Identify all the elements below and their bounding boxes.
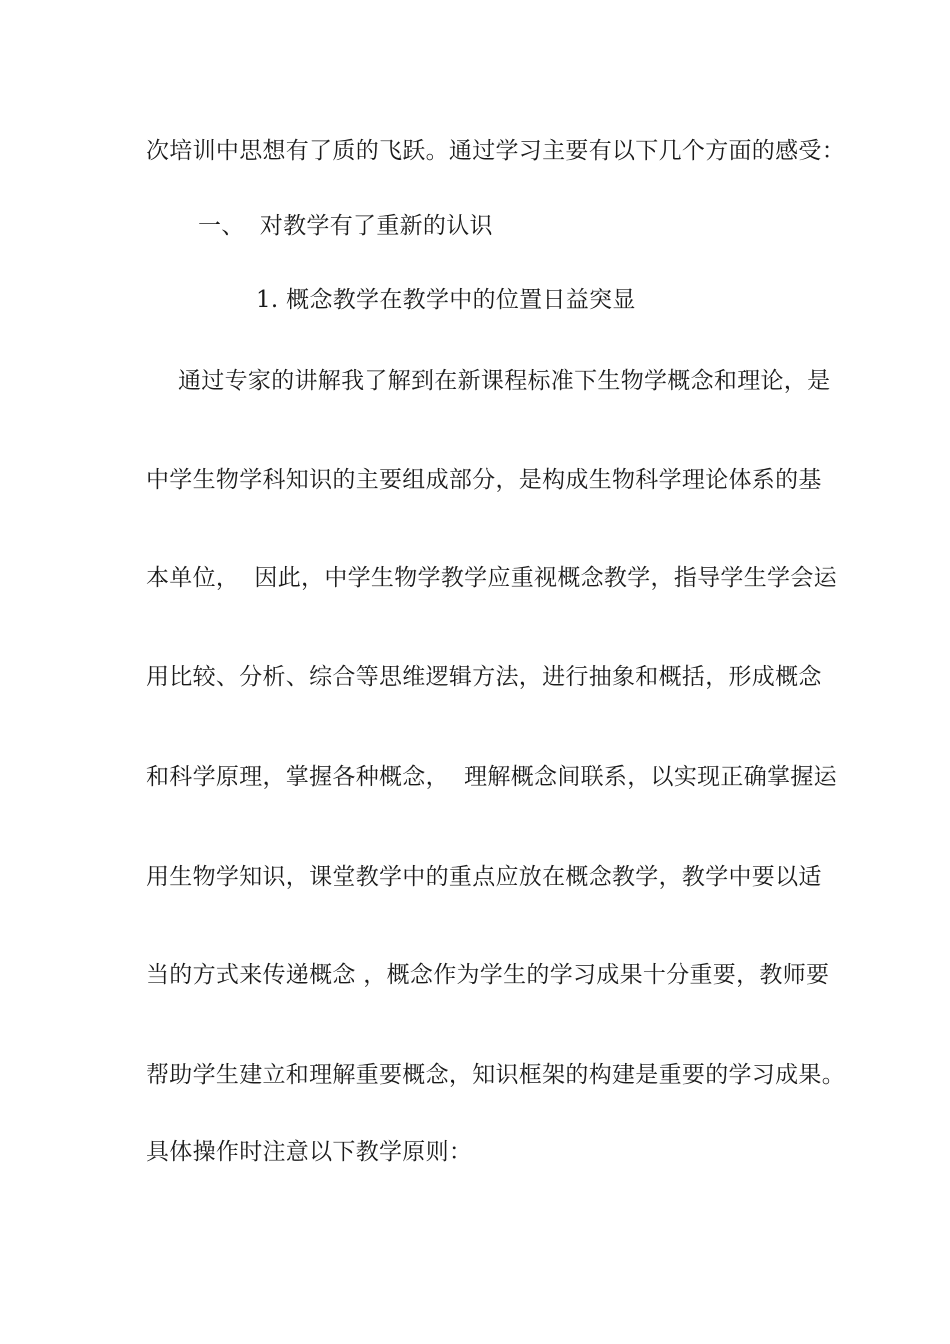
paragraph-line: 通过专家的讲解我了解到在新课程标准下生物学概念和理论，是 bbox=[178, 368, 831, 394]
paragraph-line: 用生物学知识，课堂教学中的重点应放在概念教学，教学中要以适 bbox=[146, 864, 822, 890]
paragraph-line: 用比较、分析、综合等思维逻辑方法，进行抽象和概括，形成概念 bbox=[146, 664, 822, 690]
paragraph-line: 本单位， 因此，中学生物学教学应重视概念教学，指导学生学会运 bbox=[146, 565, 837, 591]
paragraph-line: 次培训中思想有了质的飞跃。通过学习主要有以下几个方面的感受： bbox=[146, 138, 845, 164]
paragraph-line: 中学生物学科知识的主要组成部分，是构成生物科学理论体系的基 bbox=[146, 467, 822, 493]
paragraph-line: 当的方式来传递概念 ，概念作为学生的学习成果十分重要，教师要 bbox=[146, 962, 830, 988]
subsection-heading: 1. 概念教学在教学中的位置日益突显 bbox=[256, 287, 636, 313]
paragraph-line: 帮助学生建立和理解重要概念，知识框架的构建是重要的学习成果。 bbox=[146, 1062, 845, 1088]
paragraph-line: 和科学原理，掌握各种概念， 理解概念间联系，以实现正确掌握运 bbox=[146, 764, 837, 790]
section-heading: 一、 对教学有了重新的认识 bbox=[198, 213, 493, 239]
paragraph-line: 具体操作时注意以下教学原则： bbox=[146, 1139, 473, 1165]
